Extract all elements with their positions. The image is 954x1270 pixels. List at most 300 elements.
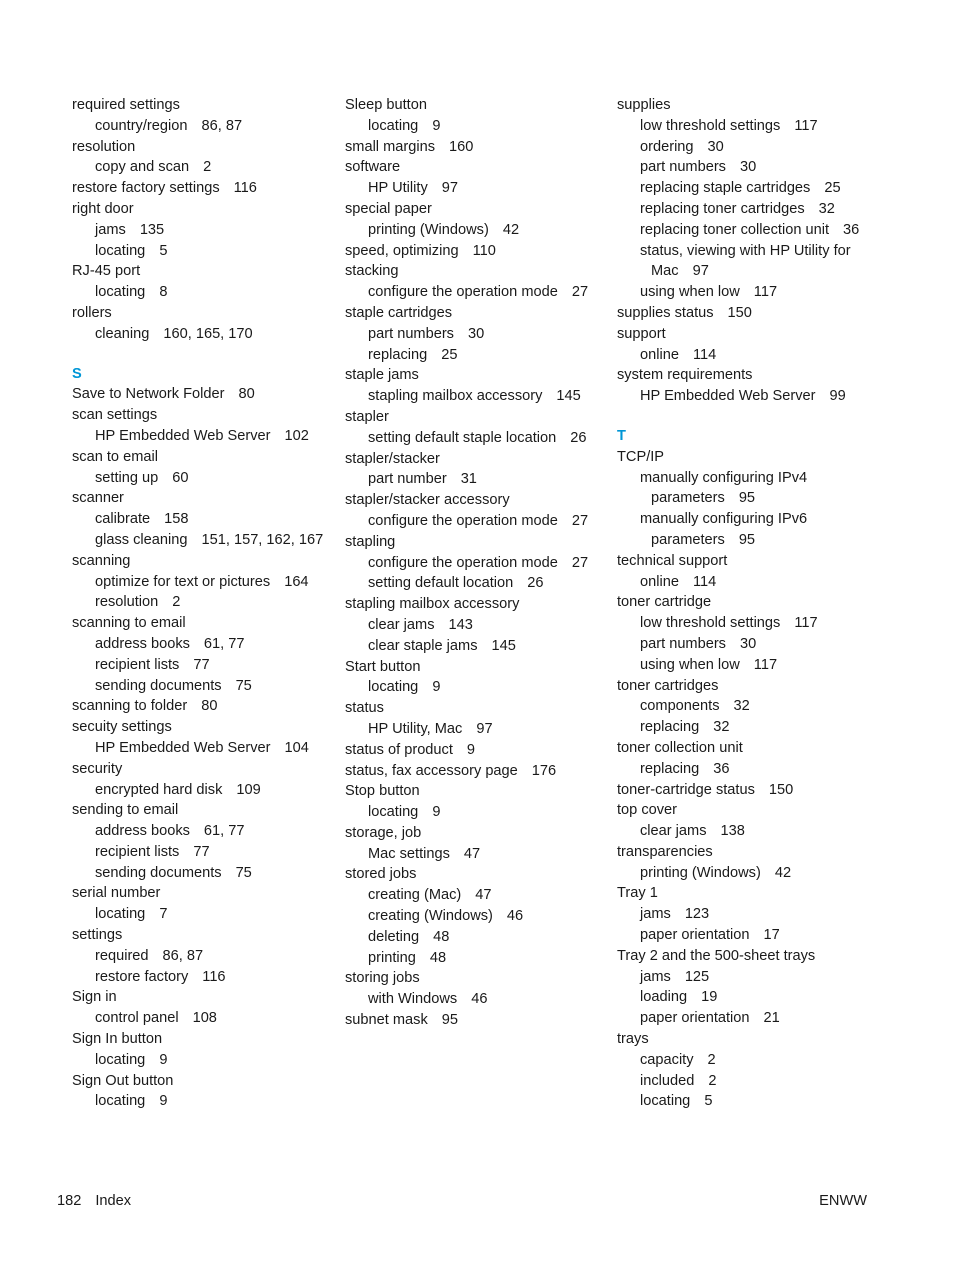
entry-term: transparencies [617,843,713,860]
index-column-2 [345,95,613,1031]
index-entry [617,738,872,759]
index-subentry [617,634,872,655]
entry-page-refs: 150 [727,304,752,321]
entry-page-refs: 9 [432,679,441,696]
entry-term: scan to email [72,448,158,465]
index-entry [345,781,613,802]
entry-term: Save to Network Folder [72,386,225,403]
index-subentry [617,1050,872,1071]
entry-term: staple jams [345,367,419,384]
entry-term: locating [95,906,146,923]
index-subentry [72,468,340,489]
index-entry [345,449,613,470]
entry-term: secuity settings [72,719,172,736]
entry-term: printing [368,949,416,966]
entry-term: settings [72,927,123,944]
entry-term: stapler/stacker accessory [345,492,510,509]
index-entry [72,303,340,324]
entry-page-refs: 123 [684,906,710,923]
entry-term: serial number [72,885,161,902]
index-subentry [617,1091,872,1112]
index-entry [72,717,340,738]
index-entry [617,95,872,116]
index-entry [617,551,872,572]
index-entry [617,303,872,324]
entry-term: sending to email [72,802,179,819]
entry-term: toner collection unit [617,739,743,756]
index-entry [345,137,613,158]
entry-page-refs: 102 [284,427,309,444]
entry-page-refs: 80 [201,698,218,715]
entry-term: low threshold settings [640,117,781,134]
index-subentry [72,572,340,593]
entry-term: status of product [345,741,453,758]
index-subentry [617,509,872,551]
index-entry [345,490,613,511]
index-subentry [617,157,872,178]
index-letter-heading: T [617,427,626,444]
entry-term: glass cleaning [95,531,188,548]
index-subentry [72,946,340,967]
entry-term: storing jobs [345,970,420,987]
entry-page-refs: 25 [824,180,841,197]
entry-page-refs: 9 [159,1051,168,1068]
entry-page-refs: 46 [506,908,524,925]
entry-term: resolution [95,594,159,611]
index-subentry [345,553,613,574]
entry-term: staple cartridges [345,304,453,321]
entry-page-refs: 117 [753,656,778,673]
entry-page-refs: 104 [284,739,309,756]
entry-term: security [72,760,123,777]
entry-term: toner cartridges [617,677,719,694]
entry-term: support [617,325,666,342]
entry-term: Sign in [72,989,117,1006]
entry-page-refs: 110 [472,242,496,259]
entry-term: stapling mailbox accessory [345,596,520,613]
entry-page-refs: 151, 157, 162, 167 [201,531,324,548]
index-subentry [72,282,340,303]
index-subentry [345,345,613,366]
entry-term: jams [640,968,671,985]
entry-term: status [345,700,384,717]
entry-page-refs: 7 [159,906,168,923]
index-subentry [72,1008,340,1029]
index-subentry [617,863,872,884]
index-subentry [345,282,613,303]
entry-term: online [640,573,679,590]
entry-page-refs: 9 [432,804,441,821]
index-subentry [72,634,340,655]
entry-term: Start button [345,658,421,675]
index-subentry [617,572,872,593]
index-entry [72,405,340,426]
entry-term: speed, optimizing [345,242,459,259]
entry-term: calibrate [95,511,151,528]
entry-term: jams [640,906,671,923]
entry-page-refs: 116 [233,180,257,197]
entry-page-refs: 160, 165, 170 [163,325,253,342]
entry-term: recipient lists [95,656,180,673]
entry-term: replacing [368,346,428,363]
index-subentry [72,821,340,842]
entry-term: part number [368,471,447,488]
entry-term: locating [95,1051,146,1068]
entry-term: online [640,346,679,363]
entry-term: Tray 1 [617,885,658,902]
index-entry [345,365,613,386]
index-entry [72,551,340,572]
entry-page-refs: 9 [159,1093,168,1110]
index-subentry [72,842,340,863]
index-subentry [345,885,613,906]
entry-term: recipient lists [95,843,180,860]
index-subentry [617,613,872,634]
index-entry [345,199,613,220]
entry-term: setting default staple location [368,429,557,446]
entry-term: storage, job [345,824,422,841]
index-subentry [345,802,613,823]
index-subentry [72,863,340,884]
index-entry [72,488,340,509]
index-subentry [72,1091,340,1112]
entry-term: status, viewing with HP Utility for Mac [640,242,851,280]
entry-term: clear jams [368,616,435,633]
index-entry [345,657,613,678]
index-entry [617,946,872,967]
entry-page-refs: 19 [701,989,718,1006]
page-footer-right: ENWW [819,1193,867,1209]
entry-page-refs: 150 [768,781,794,798]
entry-term: configure the operation mode [368,284,558,301]
entry-term: restore factory settings [72,180,220,197]
entry-page-refs: 95 [738,531,756,548]
index-entry [345,157,613,178]
index-entry [72,261,340,282]
index-subentry [345,428,613,449]
entry-term: creating (Mac) [368,887,462,904]
entry-page-refs: 2 [172,594,181,611]
index-subentry [617,759,872,780]
index-entry [617,447,872,468]
index-subentry [345,677,613,698]
entry-page-refs: 47 [475,887,492,904]
index-subentry [345,386,613,407]
entry-page-refs: 77 [193,843,210,860]
entry-term: control panel [95,1010,179,1027]
entry-term: scanning to folder [72,698,188,715]
index-entry [72,95,340,116]
entry-page-refs: 75 [235,677,252,694]
entry-term: address books [95,823,190,840]
entry-term: printing (Windows) [368,221,489,238]
entry-page-refs: 30 [467,325,485,342]
entry-term: setting default location [368,575,514,592]
entry-term: replacing toner collection unit [640,221,830,238]
entry-page-refs: 86, 87 [162,947,204,964]
index-entry [72,137,340,158]
entry-page-refs: 17 [763,927,780,944]
entry-term: locating [368,679,419,696]
entry-page-refs: 61, 77 [203,823,245,840]
index-subentry [617,116,872,137]
entry-page-refs: 27 [571,512,589,529]
entry-term: Stop button [345,783,420,800]
index-subentry [345,948,613,969]
entry-term: HP Utility, Mac [368,720,463,737]
entry-term: copy and scan [95,159,190,176]
index-entry [345,1010,613,1031]
index-entry [345,95,613,116]
index-subentry [617,1008,872,1029]
index-subentry [617,241,872,283]
entry-page-refs: 25 [441,346,458,363]
index-entry [72,447,340,468]
entry-term: toner cartridge [617,594,712,611]
index-entry [345,261,613,282]
index-subentry [72,780,340,801]
entry-term: trays [617,1031,649,1048]
entry-page-refs: 109 [236,781,261,798]
index-entry [617,324,872,345]
entry-page-refs: 42 [774,864,792,881]
entry-term: replacing [640,719,700,736]
index-subentry [345,116,613,137]
index-subentry [345,324,613,345]
entry-term: locating [368,804,419,821]
index-subentry [617,696,872,717]
index-entry [72,987,340,1008]
entry-term: scanning to email [72,615,186,632]
entry-page-refs: 95 [738,490,756,507]
entry-page-refs: 116 [202,968,226,985]
entry-term: resolution [72,138,136,155]
entry-page-refs: 47 [463,845,481,862]
entry-term: technical support [617,552,728,569]
entry-page-refs: 95 [441,1012,458,1029]
index-subentry [617,925,872,946]
entry-page-refs: 32 [713,719,730,736]
index-entry [345,761,613,782]
entry-term: locating [95,1093,146,1110]
entry-term: replacing staple cartridges [640,180,811,197]
entry-term: deleting [368,928,420,945]
entry-term: part numbers [640,635,726,652]
index-subentry [345,469,613,490]
entry-term: Sign In button [72,1031,163,1048]
entry-term: manually configuring IPv6 parameters [640,511,808,548]
entry-term: subnet mask [345,1012,428,1029]
index-subentry [617,199,872,220]
index-subentry [72,1050,340,1071]
index-entry [72,199,340,220]
index-entry [617,842,872,863]
entry-term: stapler [345,408,389,425]
entry-term: locating [95,284,146,301]
index-subentry [345,906,613,927]
entry-term: stapling mailbox accessory [368,388,543,405]
entry-page-refs: 117 [753,284,778,301]
index-entry [617,1029,872,1050]
index-subentry [72,592,340,613]
index-entry [72,384,340,405]
entry-term: stored jobs [345,866,417,883]
index-entry [72,1071,340,1092]
index-entry [72,800,340,821]
index-subentry [345,615,613,636]
entry-term: replacing toner cartridges [640,200,805,217]
entry-page-refs: 32 [733,698,750,715]
entry-page-refs: 32 [818,200,835,217]
index-entry [617,676,872,697]
entry-page-refs: 117 [794,615,818,632]
entry-term: scanning [72,552,131,569]
index-subentry [72,324,340,345]
entry-term: part numbers [368,325,454,342]
entry-term: sending documents [95,864,222,881]
entry-term: country/region [95,117,188,134]
index-subentry [617,655,872,676]
entry-term: toner-cartridge status [617,781,755,798]
index-subentry [72,220,340,241]
index-entry [72,613,340,634]
entry-page-refs: 143 [448,616,473,633]
entry-term: locating [368,117,419,134]
entry-term: Sleep button [345,97,427,113]
entry-page-refs: 42 [502,221,520,238]
entry-term: components [640,698,720,715]
entry-page-refs: 9 [432,117,441,134]
entry-term: stapling [345,533,396,550]
index-entry [345,698,613,719]
entry-term: printing (Windows) [640,864,761,881]
entry-term: required settings [72,97,180,113]
entry-page-refs: 31 [460,471,477,488]
index-entry [72,696,340,717]
entry-term: HP Embedded Web Server [95,739,271,756]
index-entry [72,1029,340,1050]
index-subentry [345,511,613,532]
index-entry [617,800,872,821]
entry-page-refs: 164 [284,573,309,590]
index-entry [72,883,340,904]
entry-page-refs: 27 [571,284,589,301]
index-subentry [617,967,872,988]
entry-term: cleaning [95,325,150,342]
index-subentry [617,220,872,241]
index-subentry [72,116,340,137]
index-entry [617,592,872,613]
index-subentry [617,821,872,842]
entry-page-refs: 86, 87 [201,117,243,134]
index-entry [345,407,613,428]
index-subentry [72,655,340,676]
index-subentry [72,676,340,697]
index-subentry [72,426,340,447]
entry-page-refs: 145 [491,637,516,654]
entry-term: HP Embedded Web Server [95,427,271,444]
index-subentry [345,178,613,199]
index-subentry [345,220,613,241]
entry-page-refs: 145 [556,388,581,405]
entry-term: clear staple jams [368,637,478,654]
entry-term: stacking [345,263,399,280]
entry-term: Tray 2 and the 500-sheet trays [617,947,816,964]
entry-term: RJ-45 port [72,263,141,280]
entry-page-refs: 61, 77 [203,635,245,652]
entry-page-refs: 2 [203,159,212,176]
entry-page-refs: 75 [235,864,252,881]
entry-term: system requirements [617,367,753,384]
index-subentry [72,738,340,759]
index-entry [345,594,613,615]
page-footer-left [57,1191,131,1211]
index-subentry [72,157,340,178]
index-subentry [617,904,872,925]
entry-term: configure the operation mode [368,512,558,529]
entry-term: special paper [345,200,432,217]
entry-page-refs: 77 [193,656,210,673]
entry-page-refs: 46 [471,991,488,1008]
entry-page-refs: 176 [531,762,557,779]
entry-page-refs: 2 [708,1072,717,1089]
index-subentry [617,178,872,199]
index-entry [617,365,872,386]
entry-term: Mac settings [368,845,450,862]
entry-term: replacing [640,760,700,777]
index-entry [617,883,872,904]
entry-term: supplies [617,97,671,113]
entry-term: Sign Out button [72,1072,174,1089]
entry-term: paper orientation [640,1010,750,1027]
entry-page-refs: 30 [739,635,757,652]
index-subentry [72,904,340,925]
entry-page-refs: 36 [843,221,860,238]
entry-term: required [95,947,149,964]
index-subentry [617,282,872,303]
entry-term: with Windows [368,991,458,1008]
entry-page-refs: 97 [476,720,493,737]
index-subentry [617,987,872,1008]
index-entry [345,303,613,324]
entry-page-refs: 97 [692,263,709,280]
entry-term: configure the operation mode [368,554,558,571]
entry-page-refs: 108 [192,1010,217,1027]
entry-term: loading [640,989,688,1006]
entry-page-refs: 97 [441,180,458,197]
entry-term: status, fax accessory page [345,762,518,779]
entry-term: rollers [72,304,112,321]
index-column-1 [72,95,340,1112]
entry-page-refs: 26 [570,429,587,446]
index-subentry [345,989,613,1010]
entry-term: jams [95,221,126,238]
index-subentry [72,967,340,988]
index-entry [345,740,613,761]
entry-term: capacity [640,1051,694,1068]
entry-page-refs: 138 [720,823,745,840]
index-entry [617,780,872,801]
index-subentry [617,345,872,366]
index-subentry [617,468,872,510]
index-subentry [345,573,613,594]
entry-term: sending documents [95,677,222,694]
entry-term: small margins [345,138,436,155]
entry-page-refs: 30 [739,159,757,176]
index-entry [72,178,340,199]
index-entry [72,759,340,780]
section-name: Index [95,1193,132,1209]
